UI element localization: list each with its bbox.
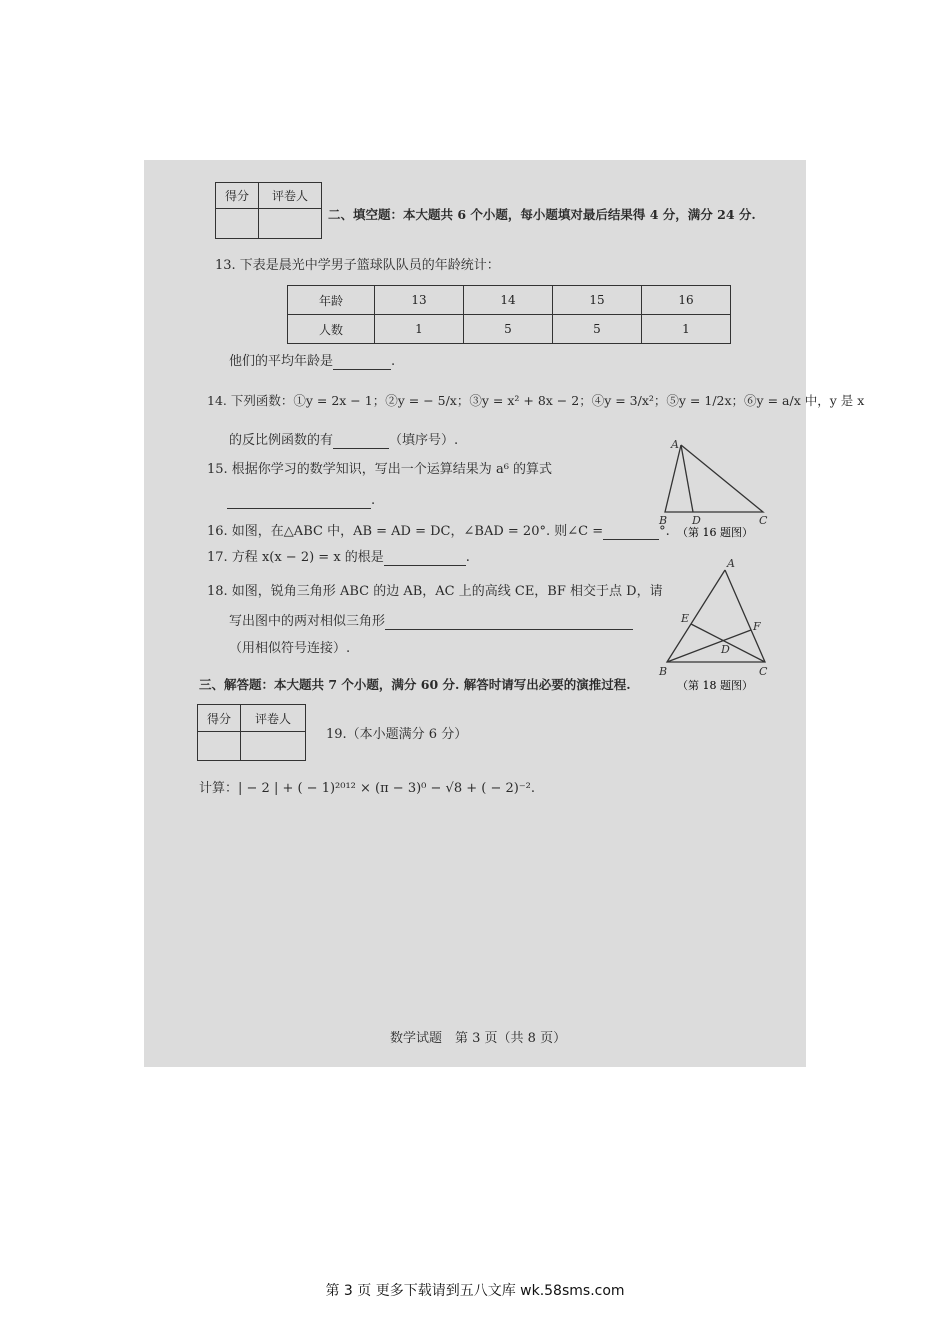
count-cell: 1 bbox=[375, 315, 464, 344]
q17 bbox=[207, 550, 470, 566]
label-d: D bbox=[721, 643, 730, 656]
q14-line1: 14. 下列函数：①y = 2x − 1；②y = − 5/x；③y = x² + 8x − 2；④y = 3/x²；⑤y = 1/2x；⑥y = a/x 中，y 是 x bbox=[207, 393, 865, 408]
q16-answer-blank[interactable] bbox=[603, 539, 659, 540]
label-b: B bbox=[659, 665, 668, 678]
score-box-1 bbox=[215, 182, 322, 239]
section2-heading: 二、填空题：本大题共 6 个小题，每小题填对最后结果得 4 分，满分 24 分. bbox=[328, 207, 756, 222]
q15-end: . bbox=[371, 493, 376, 508]
q19-title: 19.（本小题满分 6 分） bbox=[326, 727, 468, 742]
label-a: A bbox=[727, 558, 735, 570]
figure-18 bbox=[655, 558, 780, 698]
fig16-caption: （第 16 题图） bbox=[677, 526, 753, 539]
triangle-abc bbox=[665, 445, 763, 512]
q14-answer-blank[interactable] bbox=[333, 448, 389, 449]
q16-end: °. bbox=[659, 524, 670, 539]
q18-line2-text: 写出图中的两对相似三角形 bbox=[229, 614, 386, 629]
score-box-2 bbox=[197, 704, 306, 761]
age-header: 年龄 bbox=[288, 286, 375, 315]
q18-answer-blank[interactable] bbox=[385, 629, 633, 630]
score-cell bbox=[198, 732, 241, 761]
q13-stem: 13. 下表是晨光中学男子篮球队队员的年龄统计： bbox=[215, 258, 500, 273]
score-label: 得分 bbox=[198, 705, 241, 732]
age-table bbox=[287, 285, 731, 344]
segment-ad bbox=[681, 445, 693, 512]
document-footer: 第 3 页 更多下载请到五八文库 wk.58sms.com bbox=[325, 1283, 625, 1299]
grader-label: 评卷人 bbox=[241, 705, 306, 732]
count-header: 人数 bbox=[288, 315, 375, 344]
q13-end: . bbox=[391, 354, 396, 369]
label-e: E bbox=[681, 612, 690, 625]
count-cell: 1 bbox=[642, 315, 731, 344]
q15-answer-blank[interactable] bbox=[227, 508, 371, 509]
q18-line2 bbox=[229, 614, 633, 630]
count-cell: 5 bbox=[553, 315, 642, 344]
q16-text: 16. 如图，在△ABC 中，AB = AD = DC，∠BAD = 20°. 则∠C = bbox=[207, 524, 604, 539]
label-c: C bbox=[759, 514, 768, 527]
q19-calc: 计算：| − 2 | + ( − 1)²⁰¹² × (π − 3)⁰ − √8 + ( − 2)⁻². bbox=[199, 781, 536, 796]
grader-label: 评卷人 bbox=[259, 183, 322, 209]
count-cell: 5 bbox=[464, 315, 553, 344]
q15-line1: 15. 根据你学习的数学知识，写出一个运算结果为 a⁶ 的算式 bbox=[207, 462, 553, 477]
figure-16 bbox=[655, 440, 780, 540]
label-a: A bbox=[671, 440, 679, 451]
section3-heading: 三、解答题：本大题共 7 个小题，满分 60 分. 解答时请写出必要的演推过程. bbox=[199, 677, 631, 692]
score-label: 得分 bbox=[216, 183, 259, 209]
q13-follow bbox=[229, 354, 395, 370]
q17-answer-blank[interactable] bbox=[384, 565, 466, 566]
q13-follow-text: 他们的平均年龄是 bbox=[229, 354, 334, 369]
altitude-bf bbox=[667, 630, 751, 662]
q18-line1: 18. 如图，锐角三角形 ABC 的边 AB，AC 上的高线 CE，BF 相交于点 D，请 bbox=[207, 584, 663, 599]
fig18-caption: （第 18 题图） bbox=[677, 679, 753, 692]
label-d: D bbox=[692, 514, 701, 527]
age-cell: 13 bbox=[375, 286, 464, 315]
q16 bbox=[207, 524, 670, 540]
q15-line2 bbox=[227, 493, 375, 509]
q17-text: 17. 方程 x(x − 2) = x 的根是 bbox=[207, 550, 384, 565]
label-f: F bbox=[753, 620, 761, 633]
q14-line2 bbox=[229, 433, 458, 449]
q18-line3: （用相似符号连接）. bbox=[229, 641, 351, 656]
grader-cell bbox=[259, 209, 322, 239]
q13-answer-blank[interactable] bbox=[333, 369, 391, 370]
q17-end: . bbox=[465, 550, 470, 565]
grader-cell bbox=[241, 732, 306, 761]
age-cell: 14 bbox=[464, 286, 553, 315]
age-cell: 16 bbox=[642, 286, 731, 315]
q14-line2-end: （填序号）. bbox=[389, 433, 459, 448]
page-footer: 数学试题 第 3 页（共 8 页） bbox=[390, 1031, 567, 1046]
q14-line2-text: 的反比例函数的有 bbox=[229, 433, 334, 448]
label-b: B bbox=[659, 514, 668, 527]
age-cell: 15 bbox=[553, 286, 642, 315]
label-c: C bbox=[759, 665, 768, 678]
score-cell bbox=[216, 209, 259, 239]
